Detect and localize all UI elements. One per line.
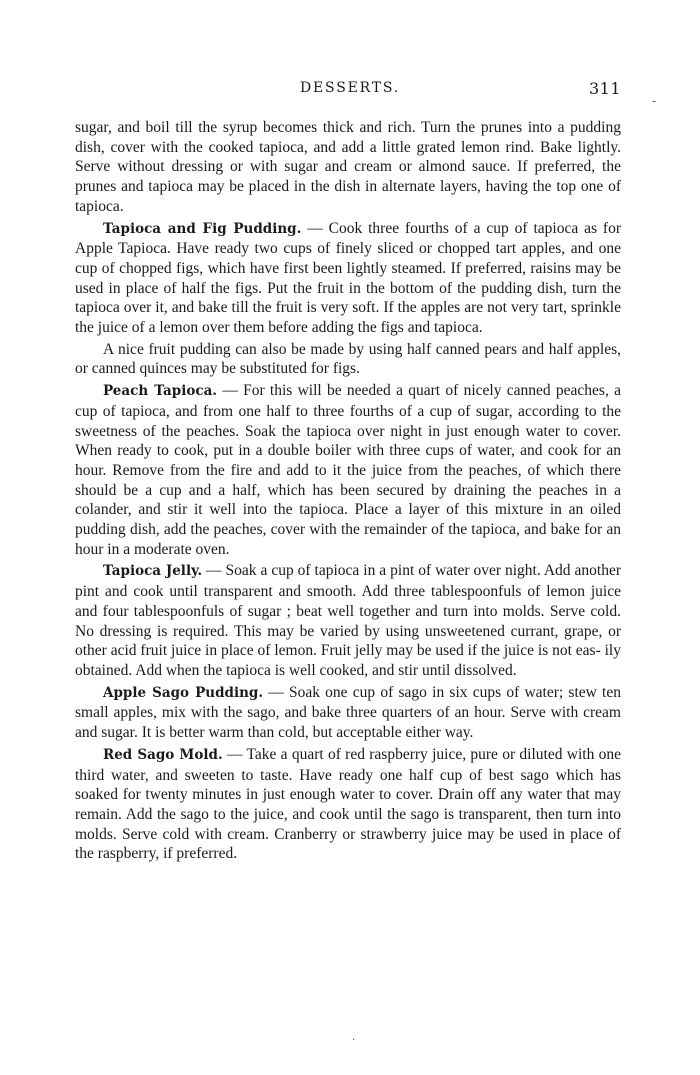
recipe-title: Tapioca Jelly. xyxy=(103,563,203,580)
recipe-red-sago-mold xyxy=(75,745,621,864)
paragraph-fruit-pudding-note xyxy=(75,340,621,379)
running-title: DESSERTS. xyxy=(300,80,400,96)
recipe-peach-tapioca xyxy=(75,381,621,559)
paragraph-continuation xyxy=(75,118,621,217)
recipe-title: Peach Tapioca. xyxy=(103,383,218,400)
recipe-tapioca-and-fig-pudding xyxy=(75,219,621,338)
recipe-title: Tapioca and Fig Pudding. xyxy=(103,220,302,237)
recipe-text: — Soak a cup of tapioca in a pint of water over night. Add another pint and cook until transparent and smooth. Add three tablespoonfuls of lemon juice and four tablespoonfuls of sugar ; beat well together and turn into molds. Serve cold. No dressing is required. This may be varied by using unsweetened currant, grape, or other acid fruit juice in place of lemon. Fruit jelly may be used if the juice is not eas- ily obtained. Add when the tapioca is well cooked, and stir until dissolved. xyxy=(75,562,621,679)
recipe-title: Apple Sago Pudding. xyxy=(103,684,264,701)
recipe-text: — For this will be needed a quart of nicely canned peaches, a cup of tapioca, and from one half to three fourths of a cup of sugar, according to the sweetness of the peaches. Soak the tapioca over night in just enough water to cover. When ready to cook, put in a double boiler with three cups of water, and cook for an hour. Remove from the fire and add to it the juice from the peaches, of which there should be a cup and a half, which has been secured by draining the peaches in a colander, and stir it well into the tapioca. Place a layer of this mixture in an oiled pudding dish, add the peaches, cover with the remainder of the tapioca, and bake for an hour in a moderate oven. xyxy=(75,382,622,558)
running-head xyxy=(0,80,700,104)
recipe-text: — Cook three fourths of a cup of tapioca as for Apple Tapioca. Have ready two cups of finely sliced or chopped tart apples, and one cup of chopped figs, which have first been lightly steamed. If preferred, raisins may be used in place of half the figs. Put the fruit in the bottom of the pudding dish, turn the tapioca over it, and bake till the fruit is very soft. If the apples are not very tart, sprinkle the juice of a lemon over them before adding the figs and tapioca. xyxy=(75,219,622,337)
recipe-apple-sago-pudding xyxy=(75,683,621,743)
body-text xyxy=(75,118,621,866)
print-speck-mark: - xyxy=(652,94,657,108)
print-speck-mark: · xyxy=(352,1035,356,1046)
page-number: 311 xyxy=(589,79,622,98)
recipe-title: Red Sago Mold. xyxy=(103,746,223,763)
recipe-tapioca-jelly xyxy=(75,561,621,680)
paragraph-text: A nice fruit pudding can also be made by using half canned pears and half apples, or canned quinces may be substituted for figs. xyxy=(75,340,621,378)
recipe-text: — Soak one cup of sago in six cups of water; stew ten small apples, mix with the sago, and bake three quarters of an hour. Serve with cream and sugar. It is better warm than cold, but acceptable either way. xyxy=(75,683,621,742)
paragraph-text: sugar, and boil till the syrup becomes thick and rich. Turn the prunes into a pudding dish, cover with the cooked tapioca, and add a little grated lemon rind. Bake lightly. Serve without dressing or with sugar and cream or almond sauce. If preferred, the prunes and tapioca may be placed in the dish in alternate layers, having the top one of tapioca. xyxy=(75,119,621,215)
recipe-text: — Take a quart of red raspberry juice, pure or diluted with one third water, and sweeten to taste. Have ready one half cup of best sago which has soaked for twenty minutes in just enough water to cover. Drain off any water that may remain. Add the sago to the juice, and cook until the sago is transparent, then turn into molds. Serve cold with cream. Cranberry or strawberry juice may be used in place of the raspberry, if preferred. xyxy=(75,745,621,863)
